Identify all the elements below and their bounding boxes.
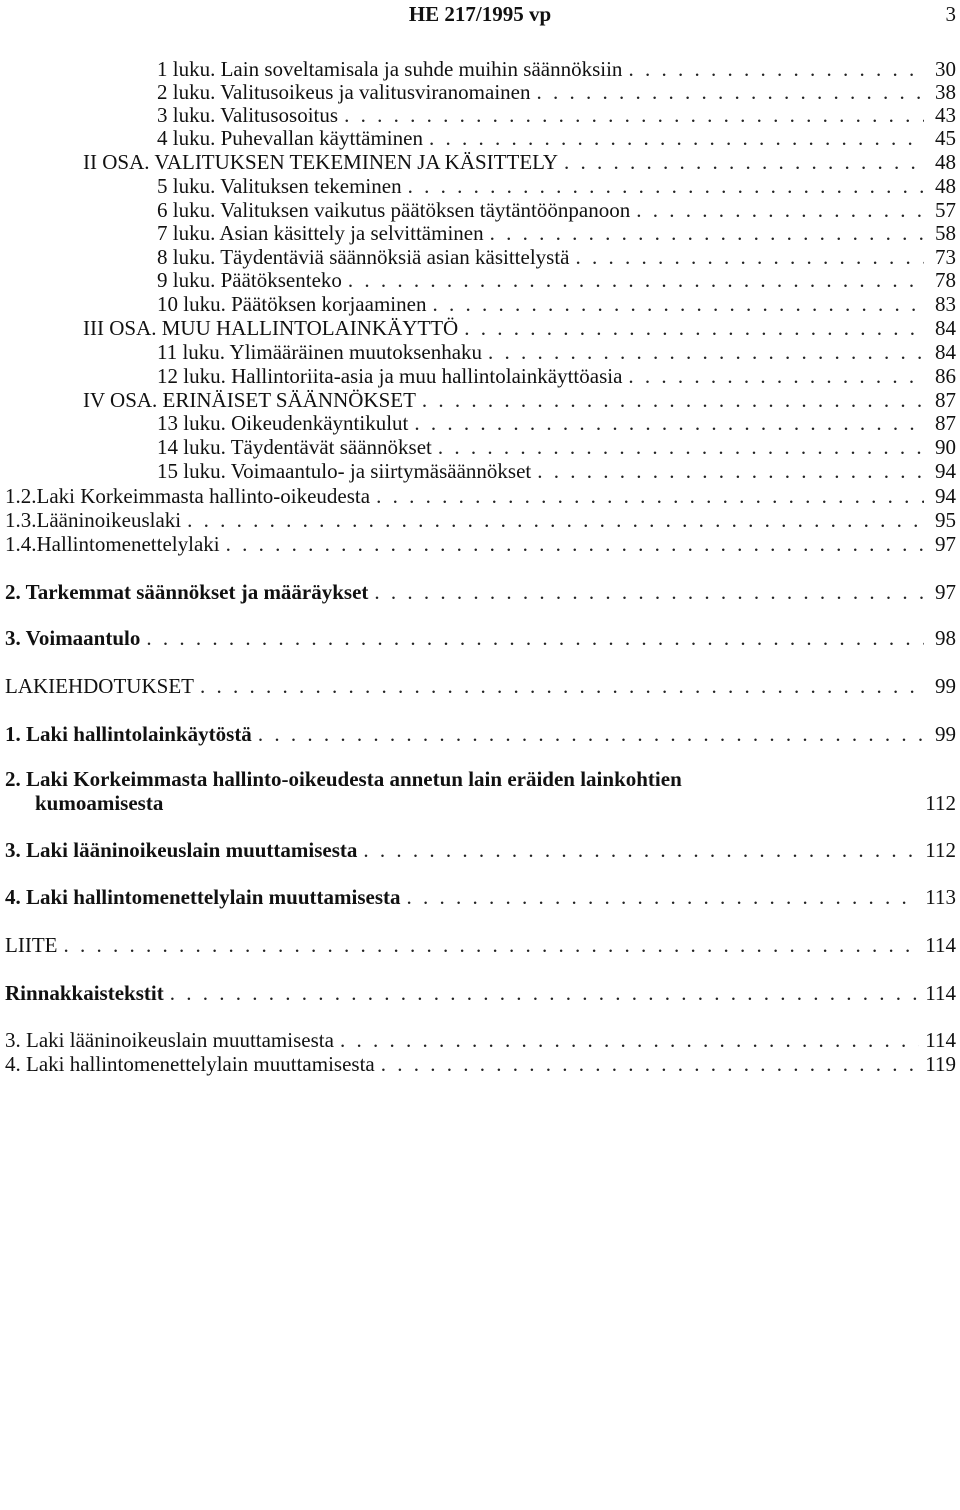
toc-entry-title: 7 luku. Asian käsittely ja selvittäminen <box>157 221 484 245</box>
toc-entry-page: 48 <box>935 174 956 198</box>
dot-leader <box>464 316 924 340</box>
toc-entry <box>83 316 956 340</box>
dot-leader <box>363 838 919 862</box>
dot-leader <box>488 340 924 364</box>
toc-entry-page: 95 <box>935 508 956 532</box>
toc-entry-title: 8 luku. Täydentäviä säännöksiä asian käsittelystä <box>157 245 570 269</box>
dot-leader <box>258 722 924 746</box>
toc-entry-title: 9 luku. Päätöksenteko <box>157 268 342 292</box>
toc-entry <box>5 981 956 1005</box>
dot-leader <box>407 885 920 909</box>
dot-leader <box>422 388 924 412</box>
toc-entry-page: 99 <box>935 674 956 698</box>
toc-entry <box>5 1052 956 1076</box>
toc-entry-title: III OSA. MUU HALLINTOLAINKÄYTTÖ <box>83 316 459 340</box>
toc-entry <box>5 626 956 650</box>
dot-leader <box>146 626 924 650</box>
toc-entry-page: 87 <box>935 411 956 435</box>
toc-entry-page: 94 <box>935 459 956 483</box>
dot-leader <box>344 103 924 127</box>
page-header <box>0 0 960 30</box>
toc-entry-page: 73 <box>935 245 956 269</box>
dot-leader <box>340 1028 919 1052</box>
toc-entry <box>5 885 956 909</box>
toc-entry-page: 87 <box>935 388 956 412</box>
toc-entry <box>157 245 956 269</box>
toc-entry-title: 2. Tarkemmat säännökset ja määräykset <box>5 580 369 604</box>
toc-entry-title: LIITE <box>5 933 58 957</box>
toc-entry-title: Rinnakkaistekstit <box>5 981 164 1005</box>
toc-entry-title: 1 luku. Lain soveltamisala ja suhde muihin säännöksiin <box>157 57 623 81</box>
toc-entry-page: 48 <box>935 150 956 174</box>
dot-leader <box>348 268 924 292</box>
toc-entry-title: 3 luku. Valitusosoitus <box>157 103 339 127</box>
toc-entry-title: 11 luku. Ylimääräinen muutoksenhaku <box>157 340 483 364</box>
toc-entry <box>5 722 956 746</box>
toc-entry <box>5 484 956 508</box>
toc-entry-title: 15 luku. Voimaantulo- ja siirtymäsäännökset <box>157 459 532 483</box>
toc-entry-title: Lääninoikeuslaki <box>36 508 182 532</box>
toc-entry-page: 114 <box>925 981 956 1005</box>
toc-entry-page: 78 <box>935 268 956 292</box>
toc-entry-title: 3. Laki lääninoikeuslain muuttamisesta <box>5 838 358 862</box>
toc-entry <box>157 340 956 364</box>
toc-entry <box>157 459 956 483</box>
toc-entry-page: 30 <box>935 57 956 81</box>
toc-entry-title: Laki Korkeimmasta hallinto-oikeudesta <box>36 484 371 508</box>
dot-leader <box>438 435 924 459</box>
toc-entry-title: Hallintomenettelylaki <box>36 532 220 556</box>
dot-leader <box>226 532 924 556</box>
dot-leader <box>576 245 924 269</box>
toc-entry-title: 6 luku. Valituksen vaikutus päätöksen täytäntöönpanoon <box>157 198 631 222</box>
toc-entry-number: 1.2. <box>5 484 37 508</box>
dot-leader <box>187 508 924 532</box>
toc-entry-title: IV OSA. ERINÄISET SÄÄNNÖKSET <box>83 388 416 412</box>
toc-entry-page: 43 <box>935 103 956 127</box>
toc-entry-title: 12 luku. Hallintoriita-asia ja muu hallintolainkäyttöasia <box>157 364 623 388</box>
toc-entry-title: 3. Laki lääninoikeuslain muuttamisesta <box>5 1028 334 1052</box>
toc-entry <box>83 388 956 412</box>
dot-leader <box>537 459 924 483</box>
toc-entry-page: 119 <box>925 1052 956 1076</box>
toc-entry <box>157 126 956 150</box>
toc-entry-title: 4. Laki hallintomenettelylain muuttamisesta <box>5 1052 375 1076</box>
toc-entry <box>5 767 956 815</box>
toc-entry-title: 4 luku. Puhevallan käyttäminen <box>157 126 423 150</box>
dot-leader <box>628 57 924 81</box>
toc-entry-page: 38 <box>935 80 956 104</box>
toc-entry-title: 2 luku. Valitusoikeus ja valitusviranomainen <box>157 80 531 104</box>
dot-leader <box>381 1052 920 1076</box>
toc-entry-page: 45 <box>935 126 956 150</box>
dot-leader <box>628 364 924 388</box>
toc-entry <box>157 292 956 316</box>
toc-entry <box>157 268 956 292</box>
document-id: HE 217/1995 vp <box>408 2 552 26</box>
toc-entry <box>5 532 956 556</box>
toc-entry-page: 97 <box>935 580 956 604</box>
toc-entry <box>157 103 956 127</box>
toc-entry <box>157 435 956 459</box>
toc-entry-title: 13 luku. Oikeudenkäyntikulut <box>157 411 409 435</box>
dot-leader <box>432 292 924 316</box>
toc-entry-page: 112 <box>925 791 956 815</box>
dot-leader <box>429 126 924 150</box>
dot-leader <box>490 221 924 245</box>
toc-entry-title: LAKIEHDOTUKSET <box>5 674 194 698</box>
toc-entry-title: 1. Laki hallintolainkäytöstä <box>5 722 252 746</box>
toc-entry <box>5 838 956 862</box>
dot-leader <box>170 981 920 1005</box>
toc-entry <box>5 508 956 532</box>
dot-leader <box>536 80 924 104</box>
toc-entry-title: 3. Voimaantulo <box>5 626 141 650</box>
toc-entry-title: 2. Laki Korkeimmasta hallinto-oikeudesta annetun lain eräiden lainkohtien <box>5 767 682 791</box>
toc-entry-title: 10 luku. Päätöksen korjaaminen <box>157 292 427 316</box>
toc-entry <box>157 411 956 435</box>
toc-entry <box>157 80 956 104</box>
toc-entry-page: 57 <box>935 198 956 222</box>
toc-entry-page: 58 <box>935 221 956 245</box>
toc-entry-page: 98 <box>935 626 956 650</box>
toc-entry-page: 90 <box>935 435 956 459</box>
toc-entry-page: 86 <box>935 364 956 388</box>
dot-leader <box>564 150 924 174</box>
toc-entry <box>157 221 956 245</box>
toc-entry <box>5 580 956 604</box>
toc-entry <box>157 174 956 198</box>
toc-entry-number: 1.3. <box>5 508 37 532</box>
toc-entry <box>157 364 956 388</box>
dot-leader <box>63 933 919 957</box>
toc-entry-page: 114 <box>925 933 956 957</box>
toc-entry-page: 112 <box>925 838 956 862</box>
toc-entry-title-continued: kumoamisesta <box>35 791 164 815</box>
toc-entry-page: 84 <box>935 340 956 364</box>
toc-entry <box>5 933 956 957</box>
toc-entry-page: 114 <box>925 1028 956 1052</box>
toc-entry <box>5 674 956 698</box>
dot-leader <box>408 174 924 198</box>
toc-entry-page: 83 <box>935 292 956 316</box>
dot-leader <box>374 580 924 604</box>
toc-entry-page: 84 <box>935 316 956 340</box>
toc-entry-page: 94 <box>935 484 956 508</box>
toc-entry-title: II OSA. VALITUKSEN TEKEMINEN JA KÄSITTELY <box>83 150 559 174</box>
toc-entry-number: 1.4. <box>5 532 37 556</box>
dot-leader <box>414 411 924 435</box>
toc-entry-page: 97 <box>935 532 956 556</box>
toc-entry <box>5 1028 956 1052</box>
dot-leader <box>200 674 924 698</box>
toc-entry <box>157 57 956 81</box>
toc-entry <box>83 150 956 174</box>
toc-entry-title: 4. Laki hallintomenettelylain muuttamisesta <box>5 885 401 909</box>
dot-leader <box>636 198 924 222</box>
toc-entry-page: 99 <box>935 722 956 746</box>
page-number: 3 <box>945 2 956 26</box>
toc-entry-page: 113 <box>925 885 956 909</box>
toc-entry-title: 5 luku. Valituksen tekeminen <box>157 174 402 198</box>
toc-entry-title: 14 luku. Täydentävät säännökset <box>157 435 432 459</box>
dot-leader <box>376 484 924 508</box>
toc-entry <box>157 198 956 222</box>
